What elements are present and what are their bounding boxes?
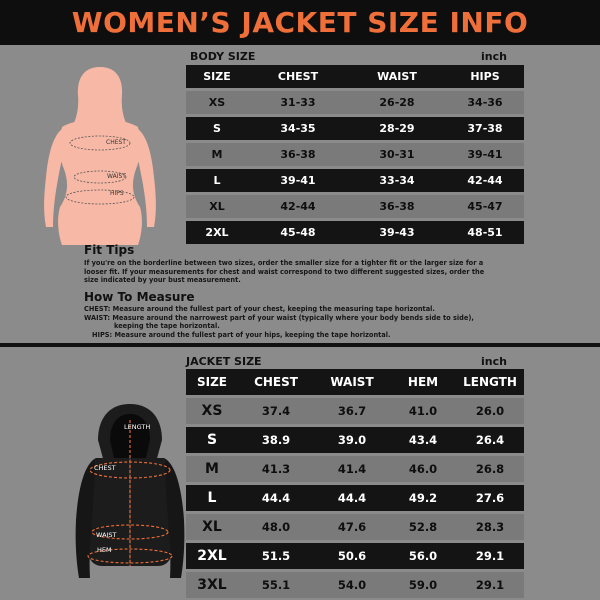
waist-cell: 30-31 (348, 143, 446, 166)
size-cell: XS (186, 398, 238, 424)
chest-cell: 42-44 (248, 195, 348, 218)
how-to-measure-text (84, 305, 524, 339)
chest-cell: 41.3 (238, 456, 314, 482)
body-silhouette (44, 67, 156, 245)
table-row (186, 169, 524, 192)
hem-cell: 43.4 (390, 427, 456, 453)
jacket-chest-label: CHEST (94, 464, 116, 472)
waist-cell: 36-38 (348, 195, 446, 218)
jacket-hem-label: HEM (97, 546, 112, 554)
length-cell: 27.6 (456, 485, 524, 511)
measure-line-waist-cont: keeping the tape horizontal. (114, 322, 220, 331)
hem-cell: 59.0 (390, 572, 456, 598)
body-size-unit: inch (481, 50, 507, 63)
table-row (186, 427, 524, 453)
jacket-length-label: LENGTH (124, 423, 151, 431)
body-hips-label: HIPS (110, 190, 124, 197)
waist-cell: 33-34 (348, 169, 446, 192)
waist-cell: 50.6 (314, 543, 390, 569)
table-row (186, 117, 524, 140)
size-cell: M (186, 143, 248, 166)
length-cell: 28.3 (456, 514, 524, 540)
chest-cell: 45-48 (248, 221, 348, 244)
size-cell: L (186, 169, 248, 192)
table-header-row (186, 65, 524, 88)
how-to-measure-title: How To Measure (84, 290, 195, 304)
page-title: WOMEN’S JACKET SIZE INFO (71, 6, 529, 39)
hips-cell: 45-47 (446, 195, 524, 218)
header-hem: HEM (390, 369, 456, 395)
length-cell: 29.1 (456, 543, 524, 569)
chest-cell: 48.0 (238, 514, 314, 540)
size-cell: S (186, 117, 248, 140)
body-chest-label: CHEST (106, 139, 126, 146)
waist-cell: 26-28 (348, 91, 446, 114)
chest-cell: 51.5 (238, 543, 314, 569)
chest-cell: 55.1 (238, 572, 314, 598)
hem-cell: 52.8 (390, 514, 456, 540)
table-row (186, 572, 524, 598)
hem-cell: 41.0 (390, 398, 456, 424)
header-waist: WAIST (314, 369, 390, 395)
measure-line-waist: WAIST: Measure around the narrowest part of your waist (typically where your body bends side to side), (84, 313, 474, 322)
header-length: LENGTH (456, 369, 524, 395)
size-cell: XL (186, 514, 238, 540)
size-cell: 2XL (186, 543, 238, 569)
waist-cell: 39.0 (314, 427, 390, 453)
body-size-table (186, 62, 524, 247)
chest-cell: 39-41 (248, 169, 348, 192)
hips-cell: 37-38 (446, 117, 524, 140)
table-row (186, 543, 524, 569)
waist-cell: 28-29 (348, 117, 446, 140)
header-size: SIZE (186, 65, 248, 88)
fit-tip-line: size indicated by your bust measurement. (84, 276, 241, 285)
jacket-waist-label: WAIST (96, 531, 117, 539)
size-cell: S (186, 427, 238, 453)
table-row (186, 398, 524, 424)
body-waist-label: WAIST (107, 173, 126, 180)
body-size-title: BODY SIZE (190, 50, 256, 63)
chest-cell: 31-33 (248, 91, 348, 114)
table-row (186, 221, 524, 244)
header-chest: CHEST (248, 65, 348, 88)
table-row (186, 456, 524, 482)
size-cell: M (186, 456, 238, 482)
header-size: SIZE (186, 369, 238, 395)
hips-cell: 34-36 (446, 91, 524, 114)
waist-cell: 39-43 (348, 221, 446, 244)
header-banner (0, 0, 600, 45)
size-cell: 2XL (186, 221, 248, 244)
size-cell: L (186, 485, 238, 511)
header-chest: CHEST (238, 369, 314, 395)
chest-cell: 38.9 (238, 427, 314, 453)
chest-cell: 44.4 (238, 485, 314, 511)
table-row (186, 143, 524, 166)
chest-cell: 36-38 (248, 143, 348, 166)
header-hips: HIPS (446, 65, 524, 88)
table-row (186, 514, 524, 540)
jacket-size-unit: inch (481, 355, 507, 368)
length-cell: 26.0 (456, 398, 524, 424)
fit-tips-title: Fit Tips (84, 243, 135, 257)
waist-cell: 54.0 (314, 572, 390, 598)
waist-cell: 44.4 (314, 485, 390, 511)
jacket-size-table (186, 366, 524, 600)
jacket-size-title: JACKET SIZE (186, 355, 262, 368)
chest-cell: 34-35 (248, 117, 348, 140)
fit-tips-text (84, 259, 524, 285)
header-waist: WAIST (348, 65, 446, 88)
size-cell: XS (186, 91, 248, 114)
fit-tip-line: If you're on the borderline between two sizes, order the smaller size for a tighter fit or the larger size for a (84, 259, 484, 267)
table-header-row (186, 369, 524, 395)
table-row (186, 485, 524, 511)
table-row (186, 195, 524, 218)
measure-line-chest: CHEST: Measure around the fullest part of your chest, keeping the measuring tape horizontal. (84, 305, 435, 313)
hips-cell: 48-51 (446, 221, 524, 244)
chest-cell: 37.4 (238, 398, 314, 424)
hem-cell: 56.0 (390, 543, 456, 569)
size-cell: 3XL (186, 572, 238, 598)
length-cell: 29.1 (456, 572, 524, 598)
hips-cell: 39-41 (446, 143, 524, 166)
hips-cell: 42-44 (446, 169, 524, 192)
table-row (186, 91, 524, 114)
size-cell: XL (186, 195, 248, 218)
waist-cell: 36.7 (314, 398, 390, 424)
fit-tip-line: looser fit. If your measurements for chest and waist correspond to two different suggested sizes, order the (84, 267, 485, 276)
hem-cell: 46.0 (390, 456, 456, 482)
waist-cell: 41.4 (314, 456, 390, 482)
measure-line-hips: HIPS: Measure around the fullest part of your hips, keeping the tape horizontal. (92, 330, 391, 339)
length-cell: 26.4 (456, 427, 524, 453)
length-cell: 26.8 (456, 456, 524, 482)
body-figure-illustration (0, 45, 184, 245)
waist-cell: 47.6 (314, 514, 390, 540)
hem-cell: 49.2 (390, 485, 456, 511)
